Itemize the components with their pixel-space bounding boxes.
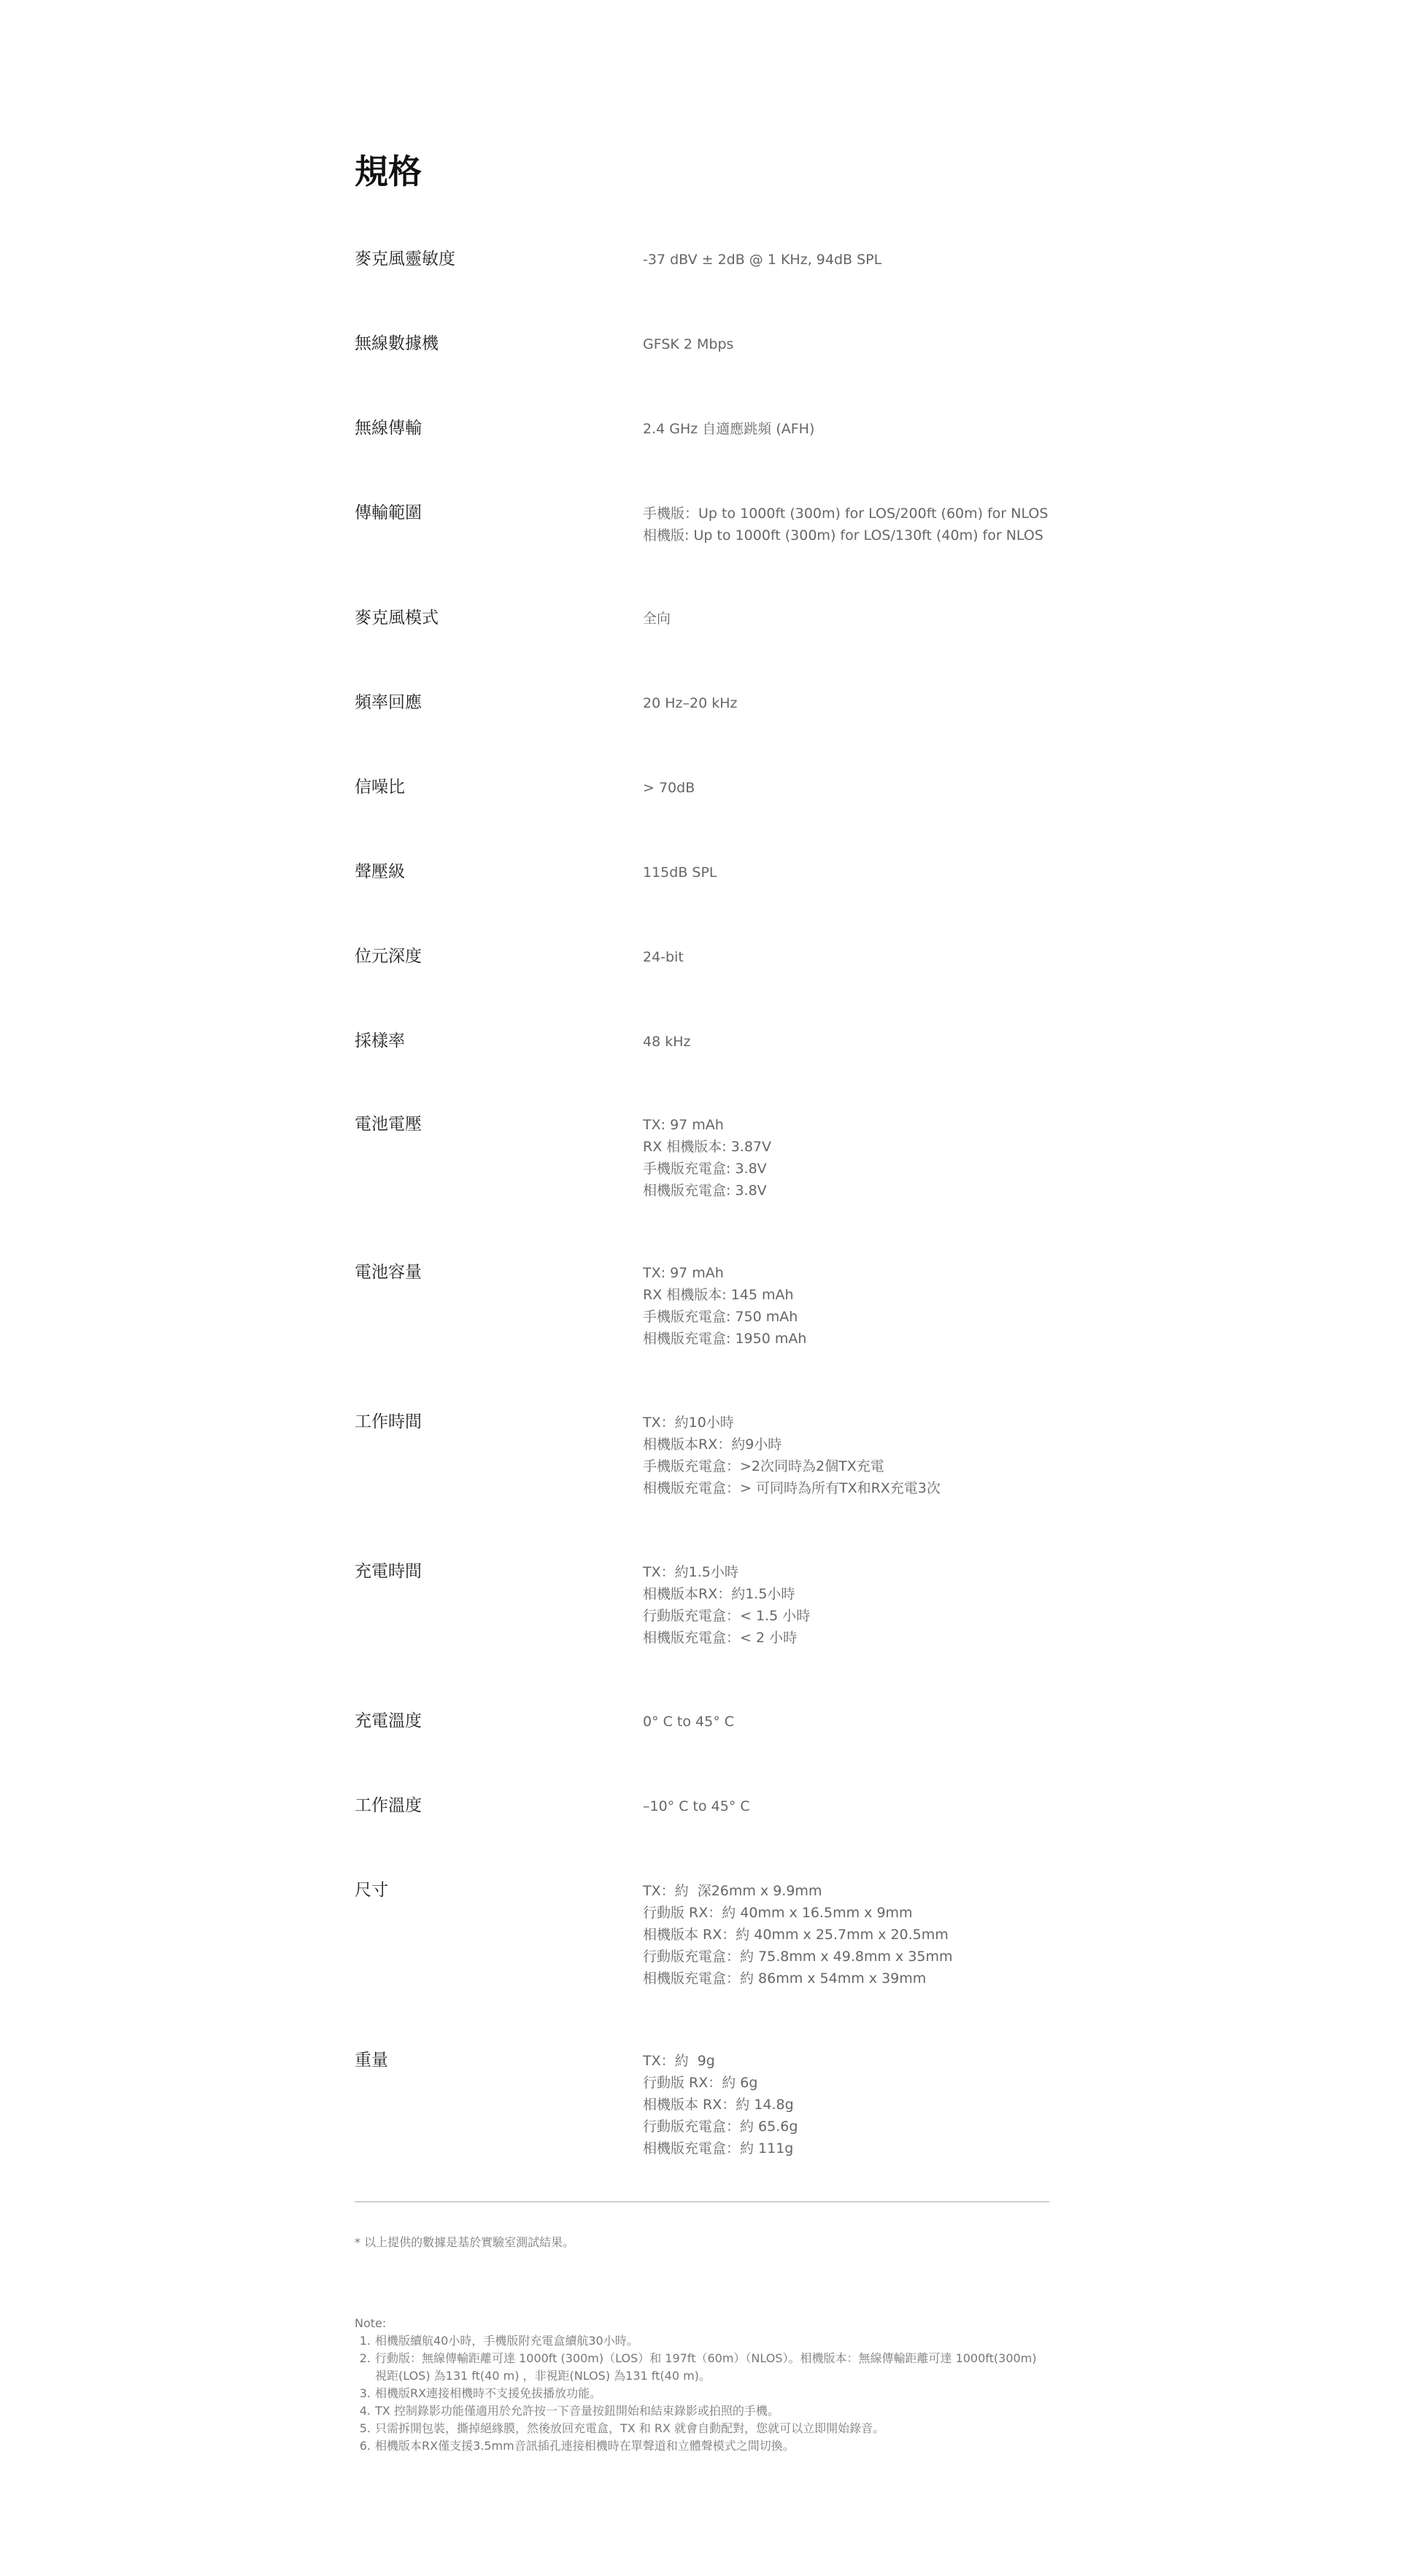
spec-value-line: 相機版本RX：約9小時 <box>643 1436 782 1453</box>
spec-value-line: 相機版充電盒：> 可同時為所有TX和RX充電3次 <box>643 1480 941 1496</box>
spec-value-line: 相機版充電盒：< 2 小時 <box>643 1630 798 1646</box>
note-text: TX 控制錄影功能僅適用於允許按一下音量按鈕開始和結束錄影或拍照的手機。 <box>375 2404 779 2418</box>
note-number: 5. <box>359 2421 371 2435</box>
note-text: 相機版續航40小時，手機版附充電盒續航30小時。 <box>375 2334 638 2348</box>
note-item <box>355 2420 1049 2437</box>
spec-label: 麥克風模式 <box>355 608 439 627</box>
spec-value-line: > 70dB <box>643 780 695 796</box>
spec-value-line: 20 Hz–20 kHz <box>643 695 738 711</box>
spec-row <box>355 1795 1049 1817</box>
spec-label: 頻率回應 <box>355 693 422 712</box>
spec-value <box>643 1879 1049 1989</box>
spec-label: 充電時間 <box>355 1562 422 1581</box>
spec-label: 充電溫度 <box>355 1711 422 1730</box>
spec-value-line: 24-bit <box>643 949 684 965</box>
spec-label: 電池容量 <box>355 1263 422 1282</box>
spec-value <box>643 333 1049 355</box>
spec-value-line: 相機版充電盒: 3.8V <box>643 1183 767 1199</box>
note-text: 只需拆開包裝，撕掉絕緣膜，然後放回充電盒，TX 和 RX 就會自動配對，您就可以立即開始錄音。 <box>375 2421 885 2435</box>
spec-row <box>355 417 1049 440</box>
spec-value-line: 手機版充電盒: 750 mAh <box>643 1309 798 1325</box>
note-text: 相機版本RX僅支援3.5mm音訊插孔連接相機時在單聲道和立體聲模式之間切換。 <box>375 2439 795 2453</box>
spec-value-line: 2.4 GHz 自適應跳頻 (AFH) <box>643 421 815 437</box>
spec-value-line: 行動版 RX：約 40mm x 16.5mm x 9mm <box>643 1905 913 1921</box>
spec-label: 位元深度 <box>355 947 422 966</box>
spec-row <box>355 1113 1049 1202</box>
spec-value-line: 全向 <box>643 611 671 627</box>
spec-row <box>355 607 1049 630</box>
spec-label: 重量 <box>355 2051 388 2070</box>
spec-value-line: 相機版充電盒：約 86mm x 54mm x 39mm <box>643 1970 927 1987</box>
spec-value-line: 行動版充電盒：約 65.6g <box>643 2119 798 2135</box>
spec-value <box>643 2049 1049 2159</box>
spec-value <box>643 248 1049 271</box>
spec-value <box>643 1795 1049 1817</box>
note-item <box>355 2385 1049 2402</box>
spec-value-line: 相機版充電盒: 1950 mAh <box>643 1331 807 1347</box>
spec-value-line: -37 dBV ± 2dB @ 1 KHz, 94dB SPL <box>643 252 882 268</box>
spec-value-line: 手機版充電盒：>2次同時為2個TX充電 <box>643 1458 884 1474</box>
spec-row <box>355 1261 1049 1350</box>
spec-value <box>643 1030 1049 1053</box>
divider <box>355 2201 1049 2202</box>
notes-list <box>355 2332 1049 2455</box>
spec-value <box>643 607 1049 630</box>
spec-label: 聲壓級 <box>355 862 405 881</box>
spec-label: 麥克風靈敏度 <box>355 250 455 268</box>
spec-value-line: RX 相機版本: 3.87V <box>643 1139 772 1155</box>
spec-value <box>643 861 1049 883</box>
spec-label: 工作溫度 <box>355 1796 422 1815</box>
spec-value <box>643 945 1049 968</box>
note-item <box>355 2350 1049 2385</box>
spec-label: 無線數據機 <box>355 334 439 353</box>
spec-value-line: TX：約 深26mm x 9.9mm <box>643 1883 822 1899</box>
note-number: 2. <box>359 2351 371 2365</box>
spec-row <box>355 692 1049 714</box>
spec-value <box>643 692 1049 714</box>
spec-value-line: –10° C to 45° C <box>643 1798 750 1814</box>
spec-value-line: 相機版本 RX：約 14.8g <box>643 2097 794 2113</box>
spec-value-line: TX: 97 mAh <box>643 1117 724 1133</box>
spec-label: 信噪比 <box>355 778 405 797</box>
spec-label: 尺寸 <box>355 1881 388 1900</box>
spec-value-line: GFSK 2 Mbps <box>643 336 734 352</box>
spec-value <box>643 502 1049 546</box>
spec-label: 採樣率 <box>355 1032 405 1051</box>
spec-label: 傳輸範圍 <box>355 503 422 522</box>
page-title: 規格 <box>355 152 422 191</box>
spec-row <box>355 1030 1049 1053</box>
spec-row <box>355 333 1049 355</box>
spec-value-line: 48 kHz <box>643 1034 691 1050</box>
spec-value <box>643 1113 1049 1202</box>
spec-value-line: 115dB SPL <box>643 865 717 881</box>
spec-value-line: 相機版本RX：約1.5小時 <box>643 1586 795 1602</box>
note-number: 6. <box>359 2439 371 2453</box>
spec-value <box>643 776 1049 799</box>
spec-value-line: 手機版充電盒: 3.8V <box>643 1161 767 1177</box>
footnote: * 以上提供的數據是基於實驗室測試結果。 <box>355 2235 575 2249</box>
spec-row <box>355 945 1049 968</box>
spec-value <box>643 417 1049 440</box>
notes-title: Note: <box>355 2316 387 2330</box>
spec-value <box>643 1560 1049 1649</box>
spec-value-line: 0° C to 45° C <box>643 1714 735 1730</box>
note-item <box>355 2332 1049 2350</box>
spec-value-line: 相機版: Up to 1000ft (300m) for LOS/130ft (40m) for NLOS <box>643 527 1043 544</box>
spec-value-line: TX：約1.5小時 <box>643 1564 738 1580</box>
spec-value-line: 行動版 RX：約 6g <box>643 2075 758 2091</box>
note-number: 3. <box>359 2386 371 2400</box>
spec-value-line: 行動版充電盒：< 1.5 小時 <box>643 1608 811 1624</box>
spec-row <box>355 861 1049 883</box>
spec-value-line: 行動版充電盒：約 75.8mm x 49.8mm x 35mm <box>643 1949 953 1965</box>
spec-row <box>355 1411 1049 1499</box>
spec-label: 電池電壓 <box>355 1115 422 1134</box>
spec-list <box>355 248 1049 2159</box>
spec-value <box>643 1411 1049 1499</box>
spec-label: 無線傳輸 <box>355 419 422 438</box>
notes-section <box>355 2315 1049 2455</box>
spec-value <box>643 1710 1049 1733</box>
spec-value-line: 相機版充電盒：約 111g <box>643 2140 794 2157</box>
spec-label: 工作時間 <box>355 1412 422 1431</box>
spec-value-line: 相機版本 RX：約 40mm x 25.7mm x 20.5mm <box>643 1927 949 1943</box>
spec-row <box>355 502 1049 546</box>
note-item <box>355 2437 1049 2455</box>
spec-value <box>643 1261 1049 1350</box>
note-text: 相機版RX連接相機時不支援免拔播放功能。 <box>375 2386 602 2400</box>
spec-value-line: TX: 97 mAh <box>643 1265 724 1281</box>
note-number: 4. <box>359 2404 371 2418</box>
spec-row <box>355 1879 1049 1989</box>
spec-row <box>355 1560 1049 1649</box>
spec-row <box>355 2049 1049 2159</box>
spec-value-line: RX 相機版本: 145 mAh <box>643 1287 794 1303</box>
note-number: 1. <box>359 2334 371 2348</box>
spec-row <box>355 248 1049 271</box>
spec-row <box>355 1710 1049 1733</box>
spec-value-line: 手機版：Up to 1000ft (300m) for LOS/200ft (60m) for NLOS <box>643 506 1049 522</box>
note-text: 行動版：無線傳輸距離可達 1000ft (300m)（LOS）和 197ft（60m）（NLOS）。相機版本：無線傳輸距離可達 1000ft(300m) 視距(LOS) 為131 ft(40 m) ，非視距(NLOS) 為131 ft(40 m)。 <box>375 2351 1037 2383</box>
spec-row <box>355 776 1049 799</box>
spec-value-line: TX：約10小時 <box>643 1415 734 1431</box>
spec-value-line: TX：約 9g <box>643 2053 715 2069</box>
note-item <box>355 2402 1049 2420</box>
